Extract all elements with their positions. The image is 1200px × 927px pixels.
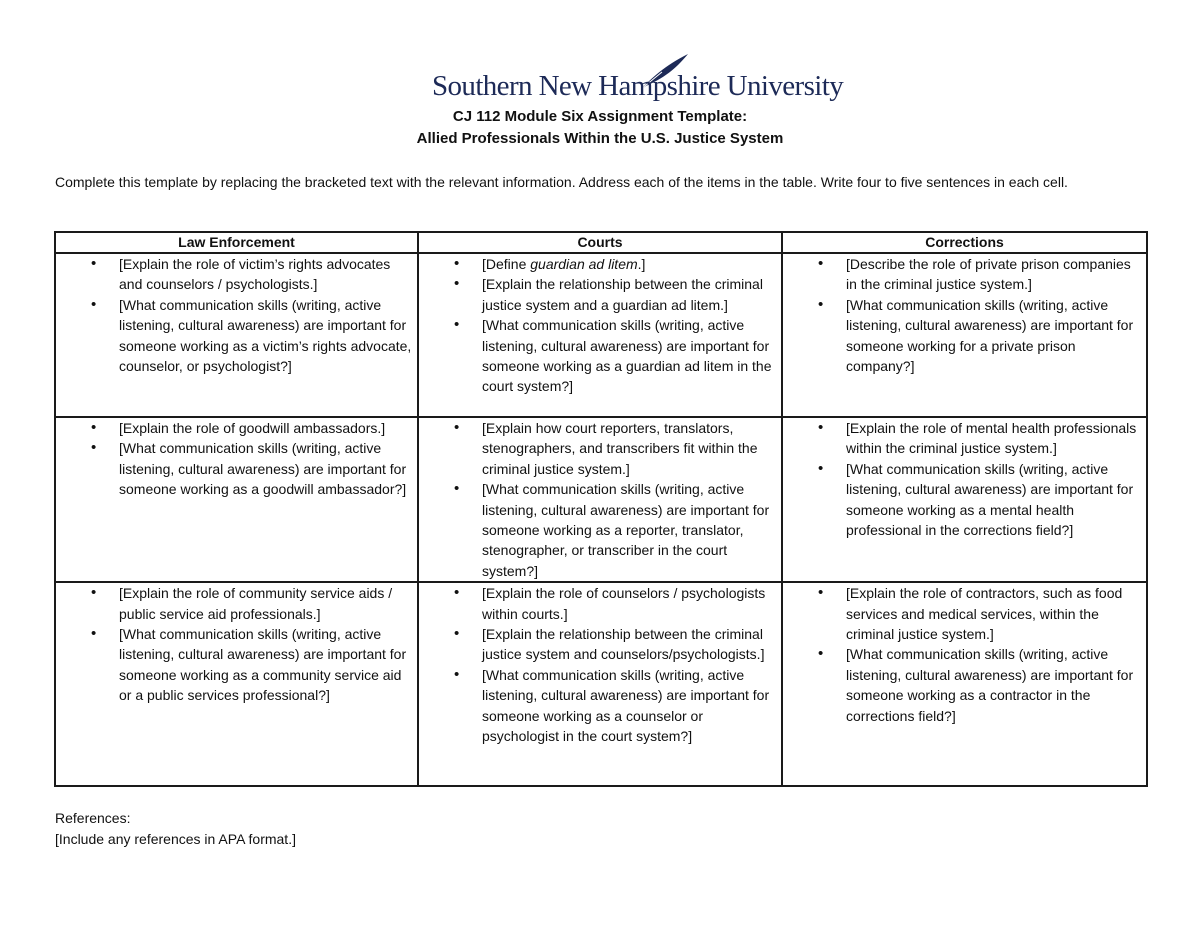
table-row: [55, 253, 1147, 417]
bullet-list: [56, 583, 413, 705]
list-item: • [Explain the relationship between the criminal justice system and a guardian ad litem.]: [482, 274, 777, 315]
bullet-list: [419, 418, 777, 581]
list-item: • [What communication skills (writing, active listening, cultural awareness) are important for someone working as a community service aid or a public services professional?]: [119, 624, 413, 706]
bullet-list: [783, 254, 1142, 376]
table-row: [55, 417, 1147, 582]
list-item: • [Explain the role of goodwill ambassadors.]: [119, 418, 413, 438]
table-cell: [782, 582, 1147, 786]
bullet-list: [56, 254, 413, 376]
list-item: • [What communication skills (writing, active listening, cultural awareness) are important for someone working as a mental health professional in the corrections field?]: [846, 459, 1142, 541]
table-cell: [55, 253, 418, 417]
list-item: • [Explain the role of community service aids / public service aid professionals.]: [119, 583, 413, 624]
references-body: [Include any references in APA format.]: [55, 831, 296, 847]
references-label: References:: [55, 810, 131, 826]
bullet-list: [783, 418, 1142, 540]
list-item: • [Describe the role of private prison companies in the criminal justice system.]: [846, 254, 1142, 295]
list-item: • [Explain the role of contractors, such as food services and medical services, within the criminal justice system.]: [846, 583, 1142, 644]
university-name: Southern New Hampshire University: [432, 70, 844, 102]
list-item: • [What communication skills (writing, active listening, cultural awareness) are important for someone working as a guardian ad litem in the court system?]: [482, 315, 777, 397]
bullet-list: [419, 583, 777, 746]
university-logo: [432, 52, 844, 106]
table-cell: [418, 417, 782, 582]
instructions: Complete this template by replacing the bracketed text with the relevant information. Address each of the items in the table. Write four to five sentences in each cell.: [55, 174, 1068, 190]
header-courts: Courts: [418, 232, 782, 253]
page-subtitle: Allied Professionals Within the U.S. Justice System: [416, 130, 784, 147]
table-row: [55, 582, 1147, 786]
list-item: • [What communication skills (writing, active listening, cultural awareness) are important for someone working as a counselor or psychologist in the court system?]: [482, 665, 777, 747]
list-item: • [What communication skills (writing, active listening, cultural awareness) are important for someone working as a victim’s rights advocate, counselor, or psychologist?]: [119, 295, 413, 377]
list-item: • [What communication skills (writing, active listening, cultural awareness) are important for someone working as a contractor in the corrections field?]: [846, 644, 1142, 726]
bullet-list: [419, 254, 777, 397]
bullet-list: [56, 418, 413, 500]
table-cell: [782, 253, 1147, 417]
table-cell: [418, 582, 782, 786]
list-item: • [Explain the relationship between the criminal justice system and counselors/psychologists.]: [482, 624, 777, 665]
bullet-list: [783, 583, 1142, 726]
table-header-row: [55, 232, 1147, 253]
table-cell: [782, 417, 1147, 582]
list-item: • [Explain the role of mental health professionals within the criminal justice system.]: [846, 418, 1142, 459]
header-law-enforcement: Law Enforcement: [55, 232, 418, 253]
list-item: • [What communication skills (writing, active listening, cultural awareness) are important for someone working as a reporter, translator, stenographer, or transcriber in the court system?]: [482, 479, 777, 581]
list-item: • [What communication skills (writing, active listening, cultural awareness) are important for someone working as a goodwill ambassador?]: [119, 438, 413, 499]
list-item: • [Explain how court reporters, translators, stenographers, and transcribers fit within the criminal justice system.]: [482, 418, 777, 479]
table-cell: [55, 582, 418, 786]
template-table: [54, 231, 1148, 787]
list-item: • [Explain the role of victim’s rights advocates and counselors / psychologists.]: [119, 254, 413, 295]
references-section: [55, 808, 296, 850]
list-item: • [Explain the role of counselors / psychologists within courts.]: [482, 583, 777, 624]
table-cell: [55, 417, 418, 582]
page-title: CJ 112 Module Six Assignment Template:: [452, 108, 748, 125]
list-item: • [What communication skills (writing, active listening, cultural awareness) are important for someone working for a private prison company?]: [846, 295, 1142, 377]
table-cell: [418, 253, 782, 417]
header-corrections: Corrections: [782, 232, 1147, 253]
list-item: • [Define guardian ad litem.]: [482, 254, 777, 274]
